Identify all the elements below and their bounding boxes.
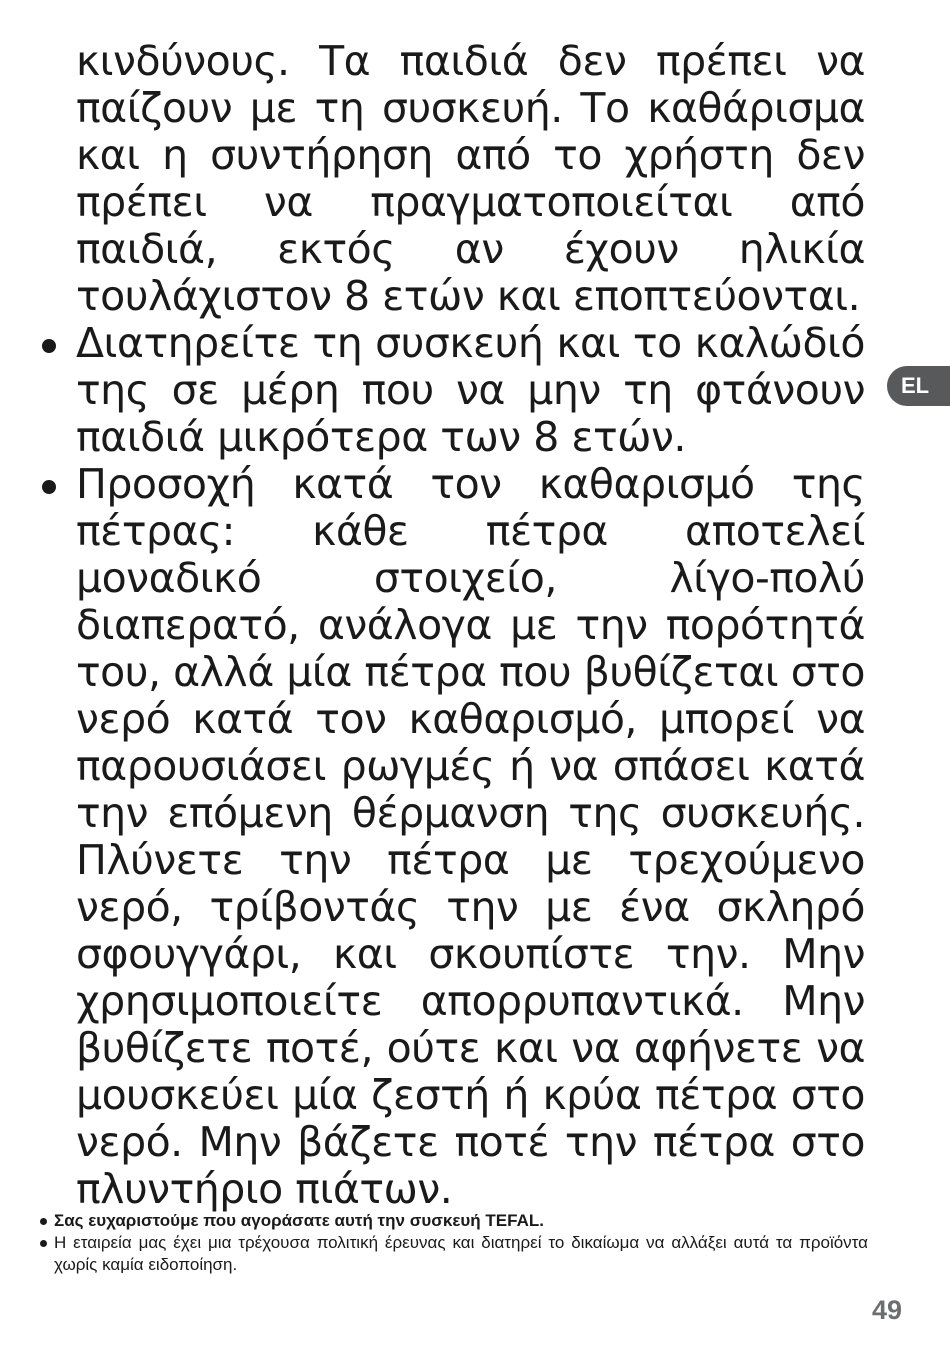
footnotes (38, 1210, 868, 1276)
footnote-text: Σας ευχαριστούμε που αγοράσατε αυτή την συσκευή TEFAL. (54, 1211, 544, 1230)
bullet-text: Διατηρείτε τη συσκευή και το καλώδιό της σε μέρη που να μην τη φτάνουν παιδιά μικρότερα των 8 ετών. (76, 319, 865, 461)
footnote-thanks (38, 1210, 868, 1232)
page-number: 49 (872, 1295, 903, 1325)
bullet-icon (40, 1240, 47, 1247)
continued-paragraph: κινδύνους. Τα παιδιά δεν πρέπει να παίζουν με τη συσκευή. Το καθάρισμα και η συντήρηση από το χρήστη δεν πρέπει να πραγματοποιείται από παιδιά, εκτός αν έχουν ηλικία τουλάχιστον 8 ετών και εποπτεύονται. (76, 37, 865, 320)
bullet-item-cord (30, 320, 865, 461)
language-tab: EL (887, 366, 950, 406)
bullet-icon (42, 480, 56, 494)
footnote-text: Η εταιρεία μας έχει μια τρέχουσα πολιτική έρευνας και διατηρεί το δικαίωμα να αλλάξει αυτά τα προϊόντα χωρίς καμία ειδοποίηση. (54, 1233, 868, 1274)
bullet-item-stone-cleaning (30, 461, 865, 1213)
bullet-icon (40, 1218, 47, 1225)
bullet-text: Προσοχή κατά τον καθαρισμό της πέτρας: κάθε πέτρα αποτελεί μοναδικό στοιχείο, λίγο-πολύ διαπερατό, ανάλογα με την πορότητά του, αλλά μία πέτρα που βυθίζεται στο νερό κατά τον καθαρισμό, μπορεί να παρουσιάσει ρωγμές ή να σπάσει κατά την επόμενη θέρμανση της συσκευής. Πλύνετε την πέτρα με τρεχούμενο νερό, τρίβοντάς την με ένα σκληρό σφουγγάρι, και σκουπίστε την. Μην χρησιμοποιείτε απορρυπαντικά. Μην βυθίζετε ποτέ, ούτε και να αφήνετε να μουσκεύει μία ζεστή ή κρύα πέτρα στο νερό. Μην βάζετε ποτέ την πέτρα στο πλυντήριο πιάτων. (76, 460, 865, 1213)
main-text (30, 38, 865, 1213)
bullet-icon (42, 339, 56, 353)
footnote-policy (38, 1232, 868, 1276)
